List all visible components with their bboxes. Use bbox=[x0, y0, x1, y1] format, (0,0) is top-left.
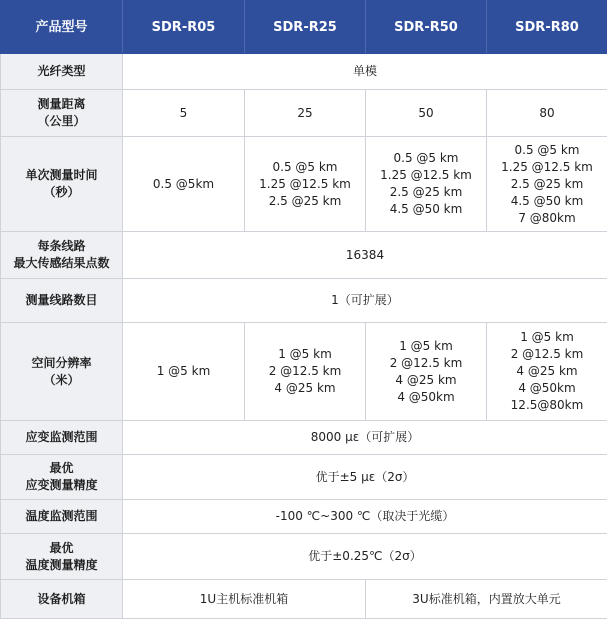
value-distance-r50: 50 bbox=[366, 90, 487, 137]
value-line: 1.25 @12.5 km bbox=[247, 176, 363, 193]
label-strain-accuracy-line2: 应变测量精度 bbox=[3, 477, 120, 494]
label-measure-time-line1: 单次测量时间 bbox=[3, 167, 120, 184]
value-line: 2.5 @25 km bbox=[247, 193, 363, 210]
value-line: 4 @25 km bbox=[368, 372, 484, 389]
row-strain-range bbox=[1, 421, 607, 455]
value-line: 0.5 @5 km bbox=[247, 159, 363, 176]
label-strain-range: 应变监测范围 bbox=[1, 421, 123, 455]
value-time-r80 bbox=[487, 137, 607, 232]
label-distance bbox=[1, 90, 123, 137]
value-line: 7 @80km bbox=[489, 210, 605, 227]
value-resolution-r25 bbox=[245, 323, 366, 421]
label-strain-accuracy bbox=[1, 455, 123, 500]
value-line: 1.25 @12.5 km bbox=[489, 159, 605, 176]
label-measure-time bbox=[1, 137, 123, 232]
value-line: 2.5 @25 km bbox=[368, 184, 484, 201]
header-model-r50: SDR-R50 bbox=[366, 1, 487, 54]
value-line: 2 @12.5 km bbox=[489, 346, 605, 363]
value-line: 1 @5 km bbox=[125, 363, 242, 380]
row-channels bbox=[1, 279, 607, 323]
value-temp-range: -100 ℃~300 ℃（取决于光缆） bbox=[123, 500, 607, 534]
label-temp-range: 温度监测范围 bbox=[1, 500, 123, 534]
value-resolution-r50 bbox=[366, 323, 487, 421]
row-measure-time bbox=[1, 137, 607, 232]
value-line: 4 @50km bbox=[489, 380, 605, 397]
value-chassis-1u: 1U主机标准机箱 bbox=[123, 580, 366, 619]
value-line: 2.5 @25 km bbox=[489, 176, 605, 193]
row-chassis bbox=[1, 580, 607, 619]
value-time-r25 bbox=[245, 137, 366, 232]
value-strain-range: 8000 με（可扩展） bbox=[123, 421, 607, 455]
value-line: 1 @5 km bbox=[368, 338, 484, 355]
value-line: 4.5 @50 km bbox=[489, 193, 605, 210]
label-resolution-line2: （米） bbox=[3, 372, 120, 389]
value-time-r50 bbox=[366, 137, 487, 232]
value-distance-r25: 25 bbox=[245, 90, 366, 137]
value-line: 4 @50km bbox=[368, 389, 484, 406]
label-distance-line1: 测量距离 bbox=[3, 96, 120, 113]
value-distance-r05: 5 bbox=[123, 90, 245, 137]
value-fiber-type: 单模 bbox=[123, 54, 607, 90]
row-distance bbox=[1, 90, 607, 137]
value-line: 0.5 @5 km bbox=[489, 142, 605, 159]
label-strain-accuracy-line1: 最优 bbox=[3, 460, 120, 477]
value-line: 4 @25 km bbox=[489, 363, 605, 380]
value-chassis-3u: 3U标准机箱，内置放大单元 bbox=[366, 580, 607, 619]
value-line: 1 @5 km bbox=[489, 329, 605, 346]
label-fiber-type: 光纤类型 bbox=[1, 54, 123, 90]
value-max-points: 16384 bbox=[123, 232, 607, 279]
row-strain-accuracy bbox=[1, 455, 607, 500]
row-resolution bbox=[1, 323, 607, 421]
label-max-points bbox=[1, 232, 123, 279]
value-line: 0.5 @5km bbox=[125, 176, 242, 193]
value-channels: 1（可扩展） bbox=[123, 279, 607, 323]
header-model-r80: SDR-R80 bbox=[487, 1, 607, 54]
label-channels: 测量线路数目 bbox=[1, 279, 123, 323]
label-temp-accuracy-line1: 最优 bbox=[3, 540, 120, 557]
value-line: 12.5@80km bbox=[489, 397, 605, 414]
header-model-r05: SDR-R05 bbox=[123, 1, 245, 54]
row-fiber-type bbox=[1, 54, 607, 90]
value-strain-accuracy: 优于±5 με（2σ） bbox=[123, 455, 607, 500]
header-row bbox=[1, 1, 607, 54]
row-max-points bbox=[1, 232, 607, 279]
value-line: 0.5 @5 km bbox=[368, 150, 484, 167]
value-resolution-r80 bbox=[487, 323, 607, 421]
value-line: 1 @5 km bbox=[247, 346, 363, 363]
value-line: 2 @12.5 km bbox=[247, 363, 363, 380]
label-resolution bbox=[1, 323, 123, 421]
header-model-r25: SDR-R25 bbox=[245, 1, 366, 54]
value-line: 4 @25 km bbox=[247, 380, 363, 397]
value-temp-accuracy: 优于±0.25℃（2σ） bbox=[123, 534, 607, 580]
label-temp-accuracy bbox=[1, 534, 123, 580]
header-corner: 产品型号 bbox=[1, 1, 123, 54]
label-max-points-line2: 最大传感结果点数 bbox=[3, 255, 120, 272]
row-temp-range bbox=[1, 500, 607, 534]
label-measure-time-line2: （秒） bbox=[3, 184, 120, 201]
label-max-points-line1: 每条线路 bbox=[3, 238, 120, 255]
value-resolution-r05 bbox=[123, 323, 245, 421]
value-distance-r80: 80 bbox=[487, 90, 607, 137]
value-line: 1.25 @12.5 km bbox=[368, 167, 484, 184]
label-temp-accuracy-line2: 温度测量精度 bbox=[3, 557, 120, 574]
label-distance-line2: （公里） bbox=[3, 113, 120, 130]
value-line: 2 @12.5 km bbox=[368, 355, 484, 372]
label-resolution-line1: 空间分辨率 bbox=[3, 355, 120, 372]
row-temp-accuracy bbox=[1, 534, 607, 580]
value-time-r05 bbox=[123, 137, 245, 232]
label-chassis: 设备机箱 bbox=[1, 580, 123, 619]
value-line: 4.5 @50 km bbox=[368, 201, 484, 218]
